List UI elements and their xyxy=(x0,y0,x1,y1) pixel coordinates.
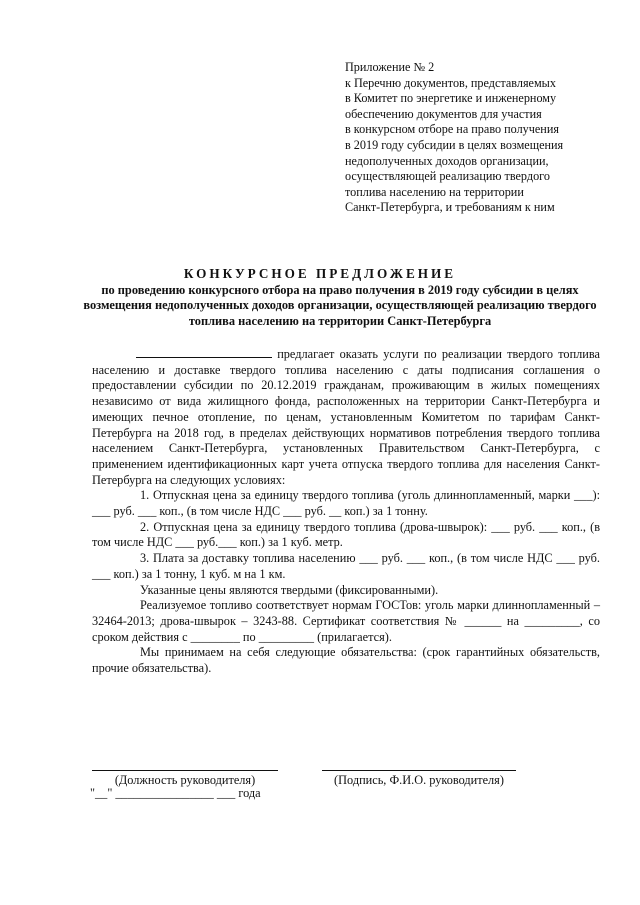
appendix-line: в конкурсном отборе на право получения xyxy=(345,122,559,137)
appendix-line: к Перечню документов, представляемых xyxy=(345,75,556,90)
organization-name-blank xyxy=(136,345,272,358)
appendix-line: осуществляющей реализацию твердого xyxy=(345,169,550,184)
position-label: (Должность руководителя) xyxy=(114,773,256,787)
date-line: "__" ________________ ___ года xyxy=(90,786,261,800)
condition-item-1: 1. Отпускная цена за единицу твердого топлива (уголь длиннопламенный, марки ___): ___ руб. ___ коп., (в том числе НДС ___ руб. __ коп.) за 1 тонну. xyxy=(92,488,600,519)
document-subtitle: по проведению конкурсного отбора на право получения в 2019 году субсидии в целях возмещения недополученных доходов организации, осуществляющей реализацию твердого топлива населению на территории Санкт-Петербурга xyxy=(83,283,597,328)
appendix-line: топлива населению на территории xyxy=(345,184,524,199)
condition-item-3: 3. Плата за доставку топлива населению ___ руб. ___ коп., (в том числе НДС ___ руб. ___ коп.) за 1 тонну, 1 куб. м на 1 км. xyxy=(92,551,600,581)
position-line xyxy=(92,770,278,771)
appendix-line: в 2019 году субсидии в целях возмещения xyxy=(345,137,564,152)
standards-paragraph: Реализуемое топливо соответствует нормам ГОСТов: уголь марки длиннопламенный – 32464-2013; дрова-швырок – 3243-88. Сертификат соответствия № ______ на _________, со сроком действия с ________ по _________ (прилагается). xyxy=(92,598,600,644)
intro-paragraph xyxy=(92,345,600,488)
appendix-line: Приложение № 2 xyxy=(345,60,435,74)
signature-line xyxy=(322,770,516,771)
name-signature-block xyxy=(322,770,516,788)
appendix-line: недополученных доходов организации, xyxy=(345,153,549,168)
appendix-line: в Комитет по энергетике и инженерному xyxy=(345,91,557,106)
fixed-prices-note: Указанные цены являются твердыми (фиксированными). xyxy=(140,582,439,597)
intro-text: предлагает оказать услуги по реализации твердого топлива населению и доставке твердого топлива населению с даты подписания соглашения о предоставлении субсидии по 20.12.2019 гражданам, проживающим в жилых помещениях независимо от вида жилищного фонда, расположенных на территории Санкт-Петербурга и имеющих печное отопление, по ценам, установленным Комитетом по тарифам Санкт-Петербурга на 2018 год, в пределах действующих нормативов потребления твердого топлива населением Санкт-Петербурга, установленных Правительством Санкт-Петербурга, с применением идентификационных карт учета отпуска твердого топлива для населения Санкт-Петербурга на следующих условиях: xyxy=(92,347,600,487)
document-title: КОНКУРСНОЕ ПРЕДЛОЖЕНИЕ xyxy=(183,266,457,281)
condition-item-2: 2. Отпускная цена за единицу твердого топлива (дрова-швырок): ___ руб. ___ коп., (в том числе НДС ___ руб.___ коп.) за 1 куб. метр. xyxy=(92,519,600,550)
appendix-line: Санкт-Петербурга, и требованиям к ним xyxy=(345,200,555,215)
signature-label: (Подпись, Ф.И.О. руководителя) xyxy=(334,773,504,787)
appendix-block xyxy=(345,60,615,216)
obligations-paragraph: Мы принимаем на себя следующие обязательства: (срок гарантийных обязательств, прочие обязательства). xyxy=(92,645,600,676)
document-body xyxy=(92,345,600,677)
appendix-line: обеспечению документов для участия xyxy=(345,106,542,121)
